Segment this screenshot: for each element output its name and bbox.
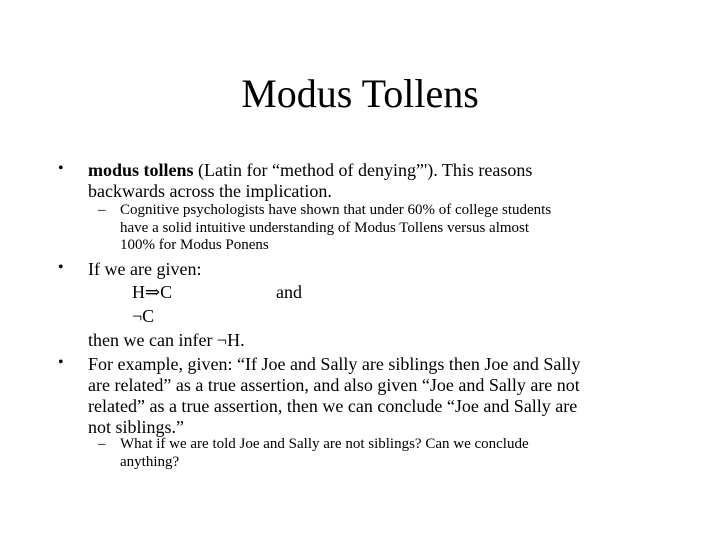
slide-title: Modus Tollens [241, 71, 479, 116]
sub-bullet-line: What if we are told Joe and Sally are not siblings? Can we conclude [120, 436, 529, 452]
bullet-modus-tollens [88, 160, 532, 202]
sub-bullet-marker: – [98, 202, 106, 218]
bullet-line [88, 160, 532, 181]
term-modus-tollens: modus tollens [88, 160, 194, 180]
bullet-marker: • [58, 160, 64, 177]
sub-bullet-line: anything? [120, 453, 180, 470]
bullet-text: (Latin for “method of denying”'). This reasons [193, 160, 533, 180]
bullet-marker: • [58, 354, 64, 371]
bullet-line: not siblings.” [88, 417, 185, 437]
conclusion-line: then we can infer ¬H. [88, 330, 245, 350]
bullet-line: For example, given: “If Joe and Sally are siblings then Joe and Sally [88, 354, 581, 374]
premise-implication: H⇒C [132, 282, 173, 302]
premise-negation: ¬C [132, 306, 155, 326]
bullet-line: backwards across the implication. [88, 181, 332, 201]
bullet-line: related” as a true assertion, then we can conclude “Joe and Sally are [88, 396, 578, 416]
sub-bullet-question [120, 436, 529, 471]
sub-bullet-line: Cognitive psychologists have shown that under 60% of college students [120, 202, 552, 218]
bullet-given: If we are given: [88, 259, 202, 279]
bullet-marker: • [58, 259, 64, 276]
premise-connector-and: and [276, 282, 302, 302]
bullet-line: are related” as a true assertion, and also given “Joe and Sally are not [88, 375, 580, 395]
sub-bullet-marker: – [98, 436, 106, 452]
bullet-example [88, 354, 580, 438]
sub-bullet-line: have a solid intuitive understanding of Modus Tollens versus almost [120, 219, 530, 236]
sub-bullet-line: 100% for Modus Ponens [120, 237, 269, 253]
sub-bullet-psychologists [120, 202, 551, 255]
